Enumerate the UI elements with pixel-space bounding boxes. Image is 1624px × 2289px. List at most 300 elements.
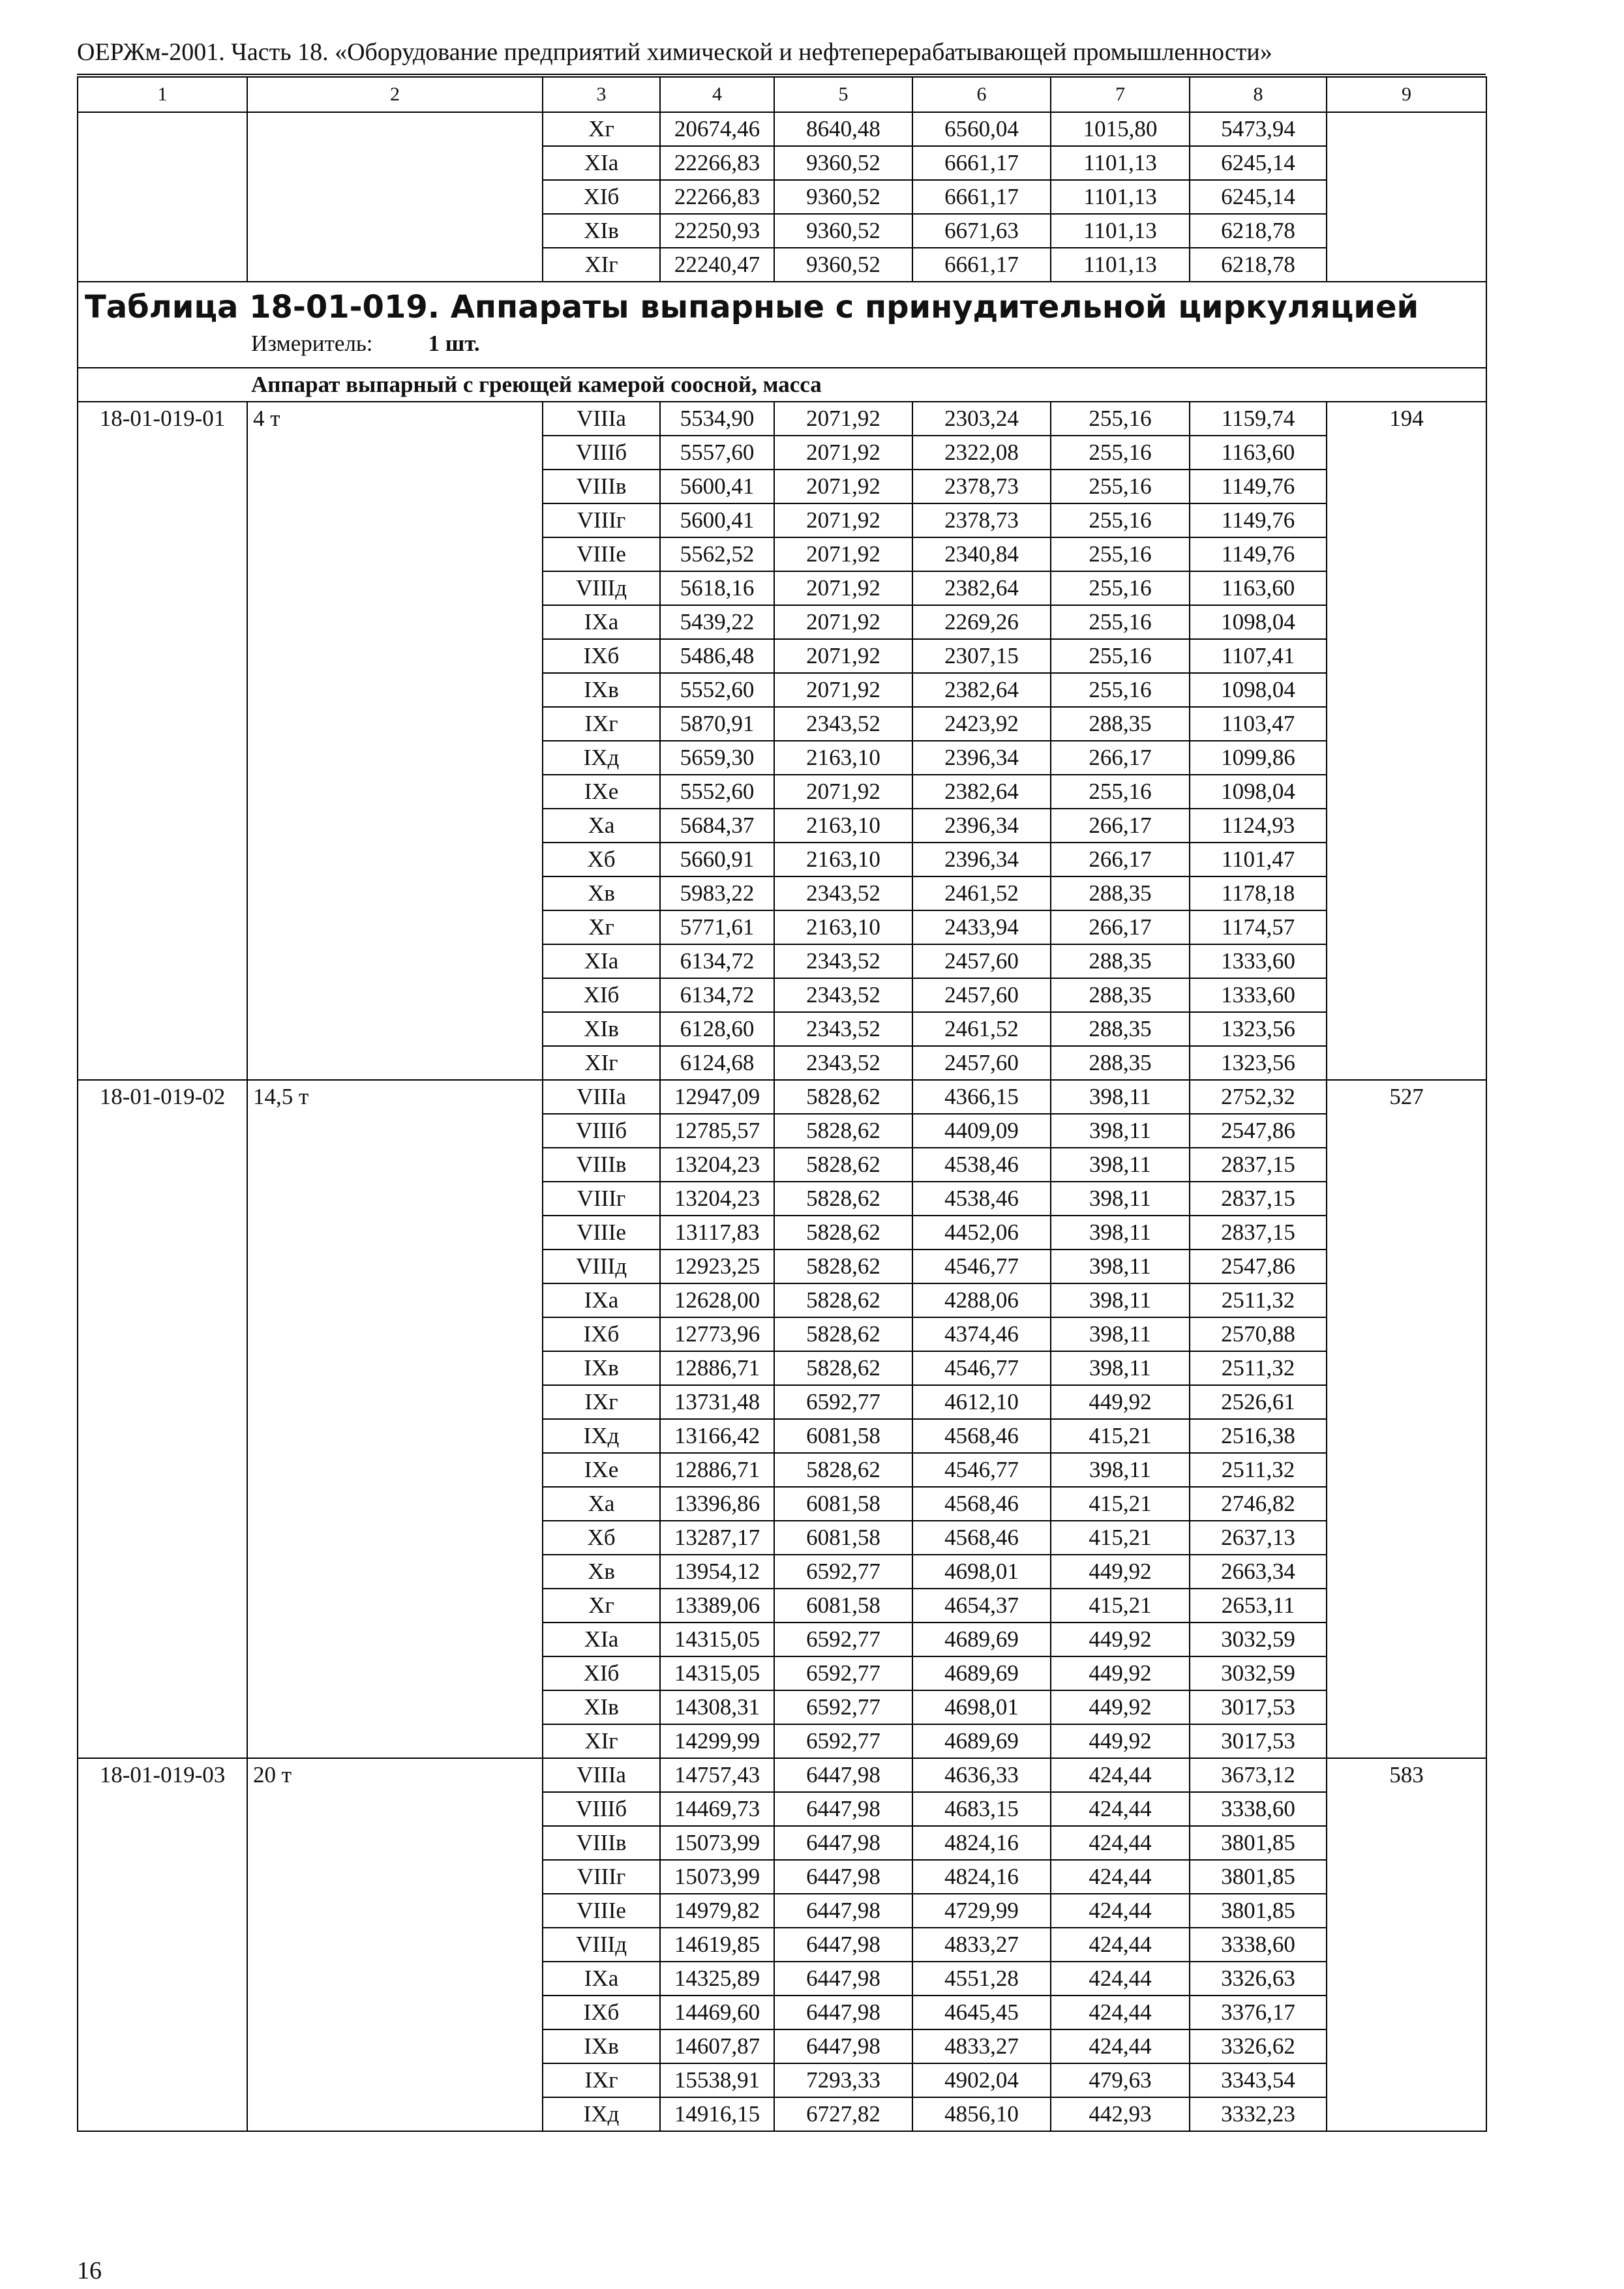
wages-cell: 2163,10 bbox=[774, 809, 912, 843]
materials-cell: 3032,59 bbox=[1190, 1623, 1327, 1656]
driver-wages-cell: 398,11 bbox=[1051, 1114, 1190, 1148]
machine-cost-cell: 4568,46 bbox=[912, 1521, 1051, 1555]
table-row bbox=[78, 402, 1486, 436]
materials-cell: 1333,60 bbox=[1190, 978, 1327, 1012]
machine-cost-cell: 4902,04 bbox=[912, 2063, 1051, 2097]
materials-cell: 6245,14 bbox=[1190, 146, 1327, 180]
machine-cost-cell: 4538,46 bbox=[912, 1148, 1051, 1182]
machine-cost-cell: 2433,94 bbox=[912, 910, 1051, 944]
total-cost-cell: 12886,71 bbox=[660, 1351, 774, 1385]
materials-cell: 3032,59 bbox=[1190, 1656, 1327, 1690]
materials-cell: 3017,53 bbox=[1190, 1690, 1327, 1724]
materials-cell: 3332,23 bbox=[1190, 2097, 1327, 2131]
driver-wages-cell: 398,11 bbox=[1051, 1317, 1190, 1351]
name-cell: 4 т bbox=[247, 402, 543, 1080]
wages-cell: 6447,98 bbox=[774, 1996, 912, 2029]
machine-cost-cell: 6661,17 bbox=[912, 180, 1051, 214]
variant-cell: IXб bbox=[543, 1317, 660, 1351]
machine-cost-cell: 2396,34 bbox=[912, 741, 1051, 775]
wages-cell: 5828,62 bbox=[774, 1114, 912, 1148]
driver-wages-cell: 255,16 bbox=[1051, 436, 1190, 470]
wages-cell: 5828,62 bbox=[774, 1351, 912, 1385]
machine-cost-cell: 2382,64 bbox=[912, 775, 1051, 809]
driver-wages-cell: 1101,13 bbox=[1051, 180, 1190, 214]
variant-cell: VIIIд bbox=[543, 1928, 660, 1962]
wages-cell: 2343,52 bbox=[774, 944, 912, 978]
driver-wages-cell: 1101,13 bbox=[1051, 248, 1190, 282]
total-cost-cell: 5439,22 bbox=[660, 605, 774, 639]
table-title: Таблица 18-01-019. Аппараты выпарные с принудительной циркуляцией bbox=[85, 289, 1419, 325]
total-cost-cell: 12785,57 bbox=[660, 1114, 774, 1148]
column-number: 7 bbox=[1051, 77, 1190, 112]
driver-wages-cell: 1101,13 bbox=[1051, 214, 1190, 248]
driver-wages-cell: 288,35 bbox=[1051, 1012, 1190, 1046]
materials-cell: 1159,74 bbox=[1190, 402, 1327, 436]
table-subtitle-row bbox=[78, 368, 1486, 402]
driver-wages-cell: 398,11 bbox=[1051, 1351, 1190, 1385]
total-cost-cell: 5660,91 bbox=[660, 843, 774, 876]
variant-cell: IXа bbox=[543, 1283, 660, 1317]
wages-cell: 6592,77 bbox=[774, 1656, 912, 1690]
wages-cell: 6081,58 bbox=[774, 1419, 912, 1453]
machine-cost-cell: 4546,77 bbox=[912, 1249, 1051, 1283]
total-cost-cell: 13204,23 bbox=[660, 1148, 774, 1182]
driver-wages-cell: 1015,80 bbox=[1051, 112, 1190, 146]
driver-wages-cell: 449,92 bbox=[1051, 1385, 1190, 1419]
materials-cell: 1149,76 bbox=[1190, 537, 1327, 571]
variant-cell: VIIIг bbox=[543, 1860, 660, 1894]
machine-cost-cell: 4833,27 bbox=[912, 2029, 1051, 2063]
column-number: 6 bbox=[912, 77, 1051, 112]
driver-wages-cell: 449,92 bbox=[1051, 1656, 1190, 1690]
name-cell: 14,5 т bbox=[247, 1080, 543, 1758]
driver-wages-cell: 255,16 bbox=[1051, 571, 1190, 605]
wages-cell: 6447,98 bbox=[774, 1758, 912, 1792]
total-cost-cell: 15073,99 bbox=[660, 1860, 774, 1894]
total-cost-cell: 15073,99 bbox=[660, 1826, 774, 1860]
total-cost-cell: 12947,09 bbox=[660, 1080, 774, 1114]
variant-cell: IXб bbox=[543, 1996, 660, 2029]
variant-cell: VIIIа bbox=[543, 1758, 660, 1792]
variant-cell: VIIIа bbox=[543, 1080, 660, 1114]
materials-cell: 1099,86 bbox=[1190, 741, 1327, 775]
wages-cell: 2071,92 bbox=[774, 639, 912, 673]
materials-cell: 3801,85 bbox=[1190, 1860, 1327, 1894]
driver-wages-cell: 1101,13 bbox=[1051, 146, 1190, 180]
machine-cost-cell: 4698,01 bbox=[912, 1555, 1051, 1589]
total-cost-cell: 13287,17 bbox=[660, 1521, 774, 1555]
driver-wages-cell: 449,92 bbox=[1051, 1690, 1190, 1724]
wages-cell: 2163,10 bbox=[774, 741, 912, 775]
column-number: 2 bbox=[247, 77, 543, 112]
variant-cell: VIIIа bbox=[543, 402, 660, 436]
total-cost-cell: 6128,60 bbox=[660, 1012, 774, 1046]
total-cost-cell: 13204,23 bbox=[660, 1182, 774, 1216]
total-cost-cell: 14469,60 bbox=[660, 1996, 774, 2029]
machine-cost-cell: 4856,10 bbox=[912, 2097, 1051, 2131]
variant-cell: Xб bbox=[543, 843, 660, 876]
variant-cell: VIIIб bbox=[543, 436, 660, 470]
total-cost-cell: 5684,37 bbox=[660, 809, 774, 843]
variant-cell: VIIIг bbox=[543, 1182, 660, 1216]
wages-cell: 2071,92 bbox=[774, 402, 912, 436]
driver-wages-cell: 266,17 bbox=[1051, 741, 1190, 775]
code-cell: 18-01-019-01 bbox=[78, 402, 247, 1080]
driver-wages-cell: 424,44 bbox=[1051, 1996, 1190, 2029]
variant-cell: Xб bbox=[543, 1521, 660, 1555]
driver-wages-cell: 424,44 bbox=[1051, 1792, 1190, 1826]
variant-cell: Xг bbox=[543, 112, 660, 146]
table-subtitle-cell bbox=[78, 368, 1486, 402]
total-cost-cell: 6124,68 bbox=[660, 1046, 774, 1080]
materials-cell: 2511,32 bbox=[1190, 1351, 1327, 1385]
wages-cell: 6081,58 bbox=[774, 1589, 912, 1623]
machine-cost-cell: 4546,77 bbox=[912, 1351, 1051, 1385]
wages-cell: 6592,77 bbox=[774, 1690, 912, 1724]
materials-cell: 2511,32 bbox=[1190, 1283, 1327, 1317]
materials-cell: 3376,17 bbox=[1190, 1996, 1327, 2029]
total-cost-cell: 5771,61 bbox=[660, 910, 774, 944]
wages-cell: 6727,82 bbox=[774, 2097, 912, 2131]
total-cost-cell: 5557,60 bbox=[660, 436, 774, 470]
materials-cell: 3801,85 bbox=[1190, 1894, 1327, 1928]
machine-cost-cell: 2303,24 bbox=[912, 402, 1051, 436]
machine-cost-cell: 4636,33 bbox=[912, 1758, 1051, 1792]
unit-value: 1 шт. bbox=[428, 331, 480, 356]
machine-cost-cell: 6560,04 bbox=[912, 112, 1051, 146]
wages-cell: 2343,52 bbox=[774, 1012, 912, 1046]
table-row bbox=[78, 1758, 1486, 1792]
variant-cell: XIб bbox=[543, 180, 660, 214]
materials-cell: 6218,78 bbox=[1190, 214, 1327, 248]
machine-cost-cell: 6661,17 bbox=[912, 146, 1051, 180]
driver-wages-cell: 398,11 bbox=[1051, 1249, 1190, 1283]
driver-wages-cell: 415,21 bbox=[1051, 1589, 1190, 1623]
variant-cell: IXв bbox=[543, 2029, 660, 2063]
weight-cell: 194 bbox=[1327, 402, 1486, 1080]
total-cost-cell: 5600,41 bbox=[660, 470, 774, 503]
total-cost-cell: 13954,12 bbox=[660, 1555, 774, 1589]
variant-cell: VIIIд bbox=[543, 571, 660, 605]
total-cost-cell: 14979,82 bbox=[660, 1894, 774, 1928]
driver-wages-cell: 255,16 bbox=[1051, 503, 1190, 537]
variant-cell: XIа bbox=[543, 1623, 660, 1656]
table-body bbox=[78, 77, 1486, 2131]
page-header: ОЕРЖм-2001. Часть 18. «Оборудование предприятий химической и нефтеперерабатывающей промышленности» bbox=[77, 38, 1272, 66]
materials-cell: 2516,38 bbox=[1190, 1419, 1327, 1453]
wages-cell: 2071,92 bbox=[774, 571, 912, 605]
wages-cell: 2071,92 bbox=[774, 537, 912, 571]
materials-cell: 1107,41 bbox=[1190, 639, 1327, 673]
variant-cell: Xв bbox=[543, 1555, 660, 1589]
total-cost-cell: 5486,48 bbox=[660, 639, 774, 673]
variant-cell: Xг bbox=[543, 910, 660, 944]
estimate-table bbox=[77, 76, 1487, 2132]
machine-cost-cell: 4683,15 bbox=[912, 1792, 1051, 1826]
machine-cost-cell: 2457,60 bbox=[912, 978, 1051, 1012]
materials-cell: 1124,93 bbox=[1190, 809, 1327, 843]
total-cost-cell: 22266,83 bbox=[660, 180, 774, 214]
driver-wages-cell: 255,16 bbox=[1051, 470, 1190, 503]
materials-cell: 3338,60 bbox=[1190, 1928, 1327, 1962]
wages-cell: 5828,62 bbox=[774, 1249, 912, 1283]
driver-wages-cell: 398,11 bbox=[1051, 1453, 1190, 1487]
wages-cell: 2343,52 bbox=[774, 1046, 912, 1080]
weight-cell: 583 bbox=[1327, 1758, 1486, 2131]
variant-cell: IXв bbox=[543, 1351, 660, 1385]
wages-cell: 6447,98 bbox=[774, 2029, 912, 2063]
wages-cell: 2071,92 bbox=[774, 436, 912, 470]
variant-cell: XIг bbox=[543, 1724, 660, 1758]
wages-cell: 6592,77 bbox=[774, 1724, 912, 1758]
machine-cost-cell: 4689,69 bbox=[912, 1623, 1051, 1656]
machine-cost-cell: 2423,92 bbox=[912, 707, 1051, 741]
driver-wages-cell: 398,11 bbox=[1051, 1283, 1190, 1317]
variant-cell: XIб bbox=[543, 978, 660, 1012]
column-number: 1 bbox=[78, 77, 247, 112]
machine-cost-cell: 4288,06 bbox=[912, 1283, 1051, 1317]
machine-cost-cell: 2461,52 bbox=[912, 876, 1051, 910]
variant-cell: VIIIв bbox=[543, 1826, 660, 1860]
unit-line bbox=[251, 328, 1486, 359]
materials-cell: 6245,14 bbox=[1190, 180, 1327, 214]
wages-cell: 6592,77 bbox=[774, 1385, 912, 1419]
wages-cell: 5828,62 bbox=[774, 1148, 912, 1182]
machine-cost-cell: 4689,69 bbox=[912, 1656, 1051, 1690]
materials-cell: 1149,76 bbox=[1190, 503, 1327, 537]
variant-cell: VIIIб bbox=[543, 1792, 660, 1826]
wages-cell: 6447,98 bbox=[774, 1792, 912, 1826]
driver-wages-cell: 424,44 bbox=[1051, 2029, 1190, 2063]
total-cost-cell: 22266,83 bbox=[660, 146, 774, 180]
weight-cell: 527 bbox=[1327, 1080, 1486, 1758]
materials-cell: 2746,82 bbox=[1190, 1487, 1327, 1521]
wages-cell: 5828,62 bbox=[774, 1453, 912, 1487]
machine-cost-cell: 4645,45 bbox=[912, 1996, 1051, 2029]
machine-cost-cell: 4824,16 bbox=[912, 1826, 1051, 1860]
total-cost-cell: 6134,72 bbox=[660, 944, 774, 978]
materials-cell: 1163,60 bbox=[1190, 571, 1327, 605]
machine-cost-cell: 2378,73 bbox=[912, 470, 1051, 503]
materials-cell: 2653,11 bbox=[1190, 1589, 1327, 1623]
machine-cost-cell: 2396,34 bbox=[912, 843, 1051, 876]
machine-cost-cell: 4698,01 bbox=[912, 1690, 1051, 1724]
wages-cell: 2163,10 bbox=[774, 843, 912, 876]
machine-cost-cell: 6661,17 bbox=[912, 248, 1051, 282]
driver-wages-cell: 398,11 bbox=[1051, 1148, 1190, 1182]
table-title-cell bbox=[78, 282, 1486, 368]
name-cell bbox=[247, 112, 543, 282]
machine-cost-cell: 4729,99 bbox=[912, 1894, 1051, 1928]
table-subtitle: Аппарат выпарный с греющей камерой соосной, масса bbox=[251, 372, 822, 397]
machine-cost-cell: 2461,52 bbox=[912, 1012, 1051, 1046]
driver-wages-cell: 398,11 bbox=[1051, 1182, 1190, 1216]
driver-wages-cell: 424,44 bbox=[1051, 1826, 1190, 1860]
variant-cell: XIа bbox=[543, 944, 660, 978]
wages-cell: 9360,52 bbox=[774, 146, 912, 180]
materials-cell: 2547,86 bbox=[1190, 1114, 1327, 1148]
wages-cell: 2343,52 bbox=[774, 978, 912, 1012]
materials-cell: 1174,57 bbox=[1190, 910, 1327, 944]
wages-cell: 9360,52 bbox=[774, 248, 912, 282]
machine-cost-cell: 4833,27 bbox=[912, 1928, 1051, 1962]
total-cost-cell: 14619,85 bbox=[660, 1928, 774, 1962]
materials-cell: 1163,60 bbox=[1190, 436, 1327, 470]
variant-cell: Xа bbox=[543, 1487, 660, 1521]
driver-wages-cell: 255,16 bbox=[1051, 639, 1190, 673]
variant-cell: IXг bbox=[543, 2063, 660, 2097]
machine-cost-cell: 2322,08 bbox=[912, 436, 1051, 470]
machine-cost-cell: 4546,77 bbox=[912, 1453, 1051, 1487]
column-number: 4 bbox=[660, 77, 774, 112]
materials-cell: 2637,13 bbox=[1190, 1521, 1327, 1555]
variant-cell: Xа bbox=[543, 809, 660, 843]
variant-cell: XIв bbox=[543, 1012, 660, 1046]
page-number: 16 bbox=[77, 2257, 102, 2284]
driver-wages-cell: 288,35 bbox=[1051, 978, 1190, 1012]
variant-cell: VIIIе bbox=[543, 1216, 660, 1249]
driver-wages-cell: 449,92 bbox=[1051, 1724, 1190, 1758]
materials-cell: 5473,94 bbox=[1190, 112, 1327, 146]
driver-wages-cell: 255,16 bbox=[1051, 775, 1190, 809]
wages-cell: 5828,62 bbox=[774, 1216, 912, 1249]
wages-cell: 6592,77 bbox=[774, 1623, 912, 1656]
machine-cost-cell: 2382,64 bbox=[912, 673, 1051, 707]
variant-cell: VIIIг bbox=[543, 503, 660, 537]
total-cost-cell: 13396,86 bbox=[660, 1487, 774, 1521]
wages-cell: 8640,48 bbox=[774, 112, 912, 146]
materials-cell: 1323,56 bbox=[1190, 1046, 1327, 1080]
variant-cell: IXе bbox=[543, 1453, 660, 1487]
code-cell: 18-01-019-03 bbox=[78, 1758, 247, 2131]
wages-cell: 6081,58 bbox=[774, 1487, 912, 1521]
machine-cost-cell: 2457,60 bbox=[912, 1046, 1051, 1080]
total-cost-cell: 14315,05 bbox=[660, 1623, 774, 1656]
machine-cost-cell: 6671,63 bbox=[912, 214, 1051, 248]
total-cost-cell: 5552,60 bbox=[660, 775, 774, 809]
machine-cost-cell: 4538,46 bbox=[912, 1182, 1051, 1216]
table-title-row bbox=[78, 282, 1486, 368]
machine-cost-cell: 4689,69 bbox=[912, 1724, 1051, 1758]
materials-cell: 3801,85 bbox=[1190, 1826, 1327, 1860]
variant-cell: VIIIв bbox=[543, 470, 660, 503]
variant-cell: XIв bbox=[543, 214, 660, 248]
materials-cell: 2547,86 bbox=[1190, 1249, 1327, 1283]
materials-cell: 1098,04 bbox=[1190, 775, 1327, 809]
materials-cell: 3326,62 bbox=[1190, 2029, 1327, 2063]
wages-cell: 6592,77 bbox=[774, 1555, 912, 1589]
materials-cell: 2663,34 bbox=[1190, 1555, 1327, 1589]
machine-cost-cell: 4824,16 bbox=[912, 1860, 1051, 1894]
unit-label: Измеритель: bbox=[251, 331, 373, 356]
total-cost-cell: 15538,91 bbox=[660, 2063, 774, 2097]
materials-cell: 3338,60 bbox=[1190, 1792, 1327, 1826]
variant-cell: VIIIд bbox=[543, 1249, 660, 1283]
driver-wages-cell: 424,44 bbox=[1051, 1894, 1190, 1928]
driver-wages-cell: 266,17 bbox=[1051, 910, 1190, 944]
materials-cell: 2837,15 bbox=[1190, 1148, 1327, 1182]
driver-wages-cell: 415,21 bbox=[1051, 1487, 1190, 1521]
driver-wages-cell: 479,63 bbox=[1051, 2063, 1190, 2097]
materials-cell: 1098,04 bbox=[1190, 605, 1327, 639]
total-cost-cell: 13389,06 bbox=[660, 1589, 774, 1623]
variant-cell: IXа bbox=[543, 1962, 660, 1996]
variant-cell: XIг bbox=[543, 1046, 660, 1080]
materials-cell: 1178,18 bbox=[1190, 876, 1327, 910]
total-cost-cell: 14916,15 bbox=[660, 2097, 774, 2131]
variant-cell: XIб bbox=[543, 1656, 660, 1690]
machine-cost-cell: 4551,28 bbox=[912, 1962, 1051, 1996]
machine-cost-cell: 4568,46 bbox=[912, 1419, 1051, 1453]
variant-cell: VIIIб bbox=[543, 1114, 660, 1148]
driver-wages-cell: 255,16 bbox=[1051, 605, 1190, 639]
total-cost-cell: 14325,89 bbox=[660, 1962, 774, 1996]
driver-wages-cell: 415,21 bbox=[1051, 1521, 1190, 1555]
total-cost-cell: 12886,71 bbox=[660, 1453, 774, 1487]
total-cost-cell: 14757,43 bbox=[660, 1758, 774, 1792]
wages-cell: 2071,92 bbox=[774, 775, 912, 809]
variant-cell: VIIIе bbox=[543, 1894, 660, 1928]
header-rule bbox=[77, 74, 1486, 75]
materials-cell: 1101,47 bbox=[1190, 843, 1327, 876]
variant-cell: IXв bbox=[543, 673, 660, 707]
driver-wages-cell: 288,35 bbox=[1051, 1046, 1190, 1080]
wages-cell: 5828,62 bbox=[774, 1283, 912, 1317]
wages-cell: 6447,98 bbox=[774, 1962, 912, 1996]
variant-cell: IXб bbox=[543, 639, 660, 673]
materials-cell: 3017,53 bbox=[1190, 1724, 1327, 1758]
machine-cost-cell: 4654,37 bbox=[912, 1589, 1051, 1623]
total-cost-cell: 5983,22 bbox=[660, 876, 774, 910]
column-number: 8 bbox=[1190, 77, 1327, 112]
driver-wages-cell: 266,17 bbox=[1051, 843, 1190, 876]
total-cost-cell: 12923,25 bbox=[660, 1249, 774, 1283]
machine-cost-cell: 2396,34 bbox=[912, 809, 1051, 843]
column-number: 9 bbox=[1327, 77, 1486, 112]
column-number: 3 bbox=[543, 77, 660, 112]
materials-cell: 6218,78 bbox=[1190, 248, 1327, 282]
wages-cell: 2343,52 bbox=[774, 876, 912, 910]
column-numbers-row bbox=[78, 77, 1486, 112]
total-cost-cell: 12628,00 bbox=[660, 1283, 774, 1317]
driver-wages-cell: 255,16 bbox=[1051, 537, 1190, 571]
materials-cell: 2570,88 bbox=[1190, 1317, 1327, 1351]
materials-cell: 3343,54 bbox=[1190, 2063, 1327, 2097]
wages-cell: 2071,92 bbox=[774, 470, 912, 503]
materials-cell: 1103,47 bbox=[1190, 707, 1327, 741]
wages-cell: 7293,33 bbox=[774, 2063, 912, 2097]
variant-cell: IXг bbox=[543, 707, 660, 741]
materials-cell: 3326,63 bbox=[1190, 1962, 1327, 1996]
total-cost-cell: 22240,47 bbox=[660, 248, 774, 282]
machine-cost-cell: 4568,46 bbox=[912, 1487, 1051, 1521]
materials-cell: 2526,61 bbox=[1190, 1385, 1327, 1419]
total-cost-cell: 14315,05 bbox=[660, 1656, 774, 1690]
total-cost-cell: 5600,41 bbox=[660, 503, 774, 537]
variant-cell: VIIIв bbox=[543, 1148, 660, 1182]
wages-cell: 6447,98 bbox=[774, 1928, 912, 1962]
materials-cell: 2511,32 bbox=[1190, 1453, 1327, 1487]
variant-cell: IXа bbox=[543, 605, 660, 639]
driver-wages-cell: 255,16 bbox=[1051, 402, 1190, 436]
machine-cost-cell: 2340,84 bbox=[912, 537, 1051, 571]
driver-wages-cell: 442,93 bbox=[1051, 2097, 1190, 2131]
variant-cell: IXг bbox=[543, 1385, 660, 1419]
machine-cost-cell: 2378,73 bbox=[912, 503, 1051, 537]
total-cost-cell: 6134,72 bbox=[660, 978, 774, 1012]
variant-cell: IXд bbox=[543, 741, 660, 775]
driver-wages-cell: 398,11 bbox=[1051, 1216, 1190, 1249]
